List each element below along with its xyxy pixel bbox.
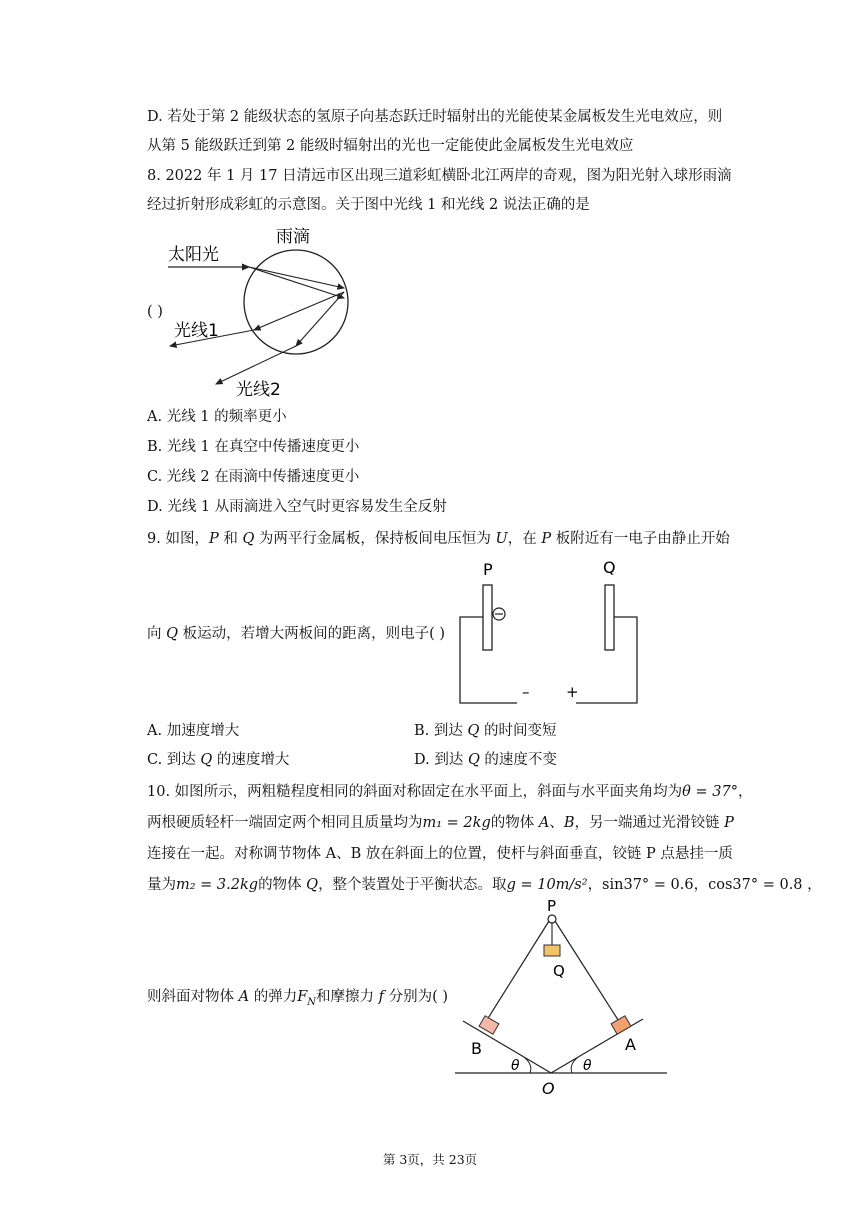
mass-b-label: B (471, 1039, 482, 1058)
page-footer: 第 3页，共 23页 (382, 1152, 478, 1167)
origin-o-label: O (542, 1079, 555, 1098)
sunlight-label: 太阳光 (168, 245, 219, 265)
plate-p (483, 585, 492, 650)
plate-q (605, 585, 614, 650)
q8-option-c: C. 光线 2 在雨滴中传播速度更小 (147, 469, 360, 485)
minus-terminal: – (522, 683, 530, 701)
raindrop-label: 雨滴 (276, 227, 310, 247)
q9-option-d: D. 到达 Q 的速度不变 (414, 752, 557, 768)
plus-terminal: + (566, 683, 579, 701)
hinge-p-label: P (547, 897, 557, 915)
mass-b-block (479, 1016, 499, 1034)
capacitor-figure (455, 555, 645, 715)
q9-option-c: C. 到达 Q 的速度增大 (147, 752, 290, 768)
q8-answer-bracket: ( ) (147, 304, 163, 320)
plate-p-label: P (483, 560, 493, 579)
q8-option-d: D. 光线 1 从雨滴进入空气时更容易发生全反射 (147, 499, 447, 515)
theta-left-label: θ (511, 1058, 520, 1074)
ray1-label: 光线1 (174, 321, 219, 341)
ray2-label: 光线2 (236, 380, 281, 400)
q10-stem-line4: 量为m₂ = 3.2kg的物体 Q，整个装置处于平衡状态。取g = 10m/s²，sin37° = 0.6，cos37° = 0.8 ， (147, 877, 822, 893)
q9-option-b: B. 到达 Q 的时间变短 (414, 723, 557, 739)
q8-option-a: A. 光线 1 的频率更小 (147, 409, 287, 425)
raindrop-figure (150, 220, 380, 400)
q10-stem-line3: 连接在一起。对称调节物体 A、B 放在斜面上的位置，使杆与斜面垂直，铰链 P 点悬挂一质 (147, 846, 733, 862)
raindrop-circle (244, 250, 348, 354)
q10-stem-line2: 两根硬质轻杆一端固定两个相同且质量均为m₁ = 2kg的物体 A、B，另一端通过光滑铰链 P (147, 815, 734, 831)
q7-option-d-line1: D. 若处于第 2 能级状态的氢原子向基态跃迁时辐射出的光能使某金属板发生光电效应，则 (147, 109, 723, 125)
theta-right-label: θ (583, 1058, 592, 1074)
q8-stem-line2: 经过折射形成彩虹的示意图。关于图中光线 1 和光线 2 说法正确的是 (147, 197, 590, 213)
q7-option-d-line2: 从第 5 能级跃迁到第 2 能级时辐射出的光也一定能使此金属板发生光电效应 (147, 138, 634, 154)
q8-stem-line1: 8. 2022 年 1 月 17 日清远市区出现三道彩虹横卧北江两岸的奇观，图为阳光射入球形雨滴 (147, 168, 732, 184)
q10-stem-line1: 10. 如图所示，两粗糙程度相同的斜面对称固定在水平面上，斜面与水平面夹角均为θ = 37°， (147, 784, 753, 800)
mass-q-block (544, 945, 560, 956)
plate-q-label: Q (603, 558, 616, 577)
incline-figure (455, 895, 670, 1098)
q9-stem-line1: 9. 如图，P 和 Q 为两平行金属板，保持板间电压恒为 U，在 P 板附近有一电子由静止开始 (147, 531, 730, 547)
q10-stem-line5: 则斜面对物体 A 的弹力$F_N$和摩擦力 f 分别为( ) (147, 989, 449, 1008)
q8-option-b: B. 光线 1 在真空中传播速度更小 (147, 439, 360, 455)
q9-stem-line2: 向 Q 板运动，若增大两板间的距离，则电子( ) (147, 626, 446, 642)
q9-option-a: A. 加速度增大 (147, 723, 240, 739)
mass-a-block (611, 1016, 631, 1034)
mass-a-label: A (625, 1035, 636, 1054)
mass-q-label: Q (553, 962, 565, 980)
